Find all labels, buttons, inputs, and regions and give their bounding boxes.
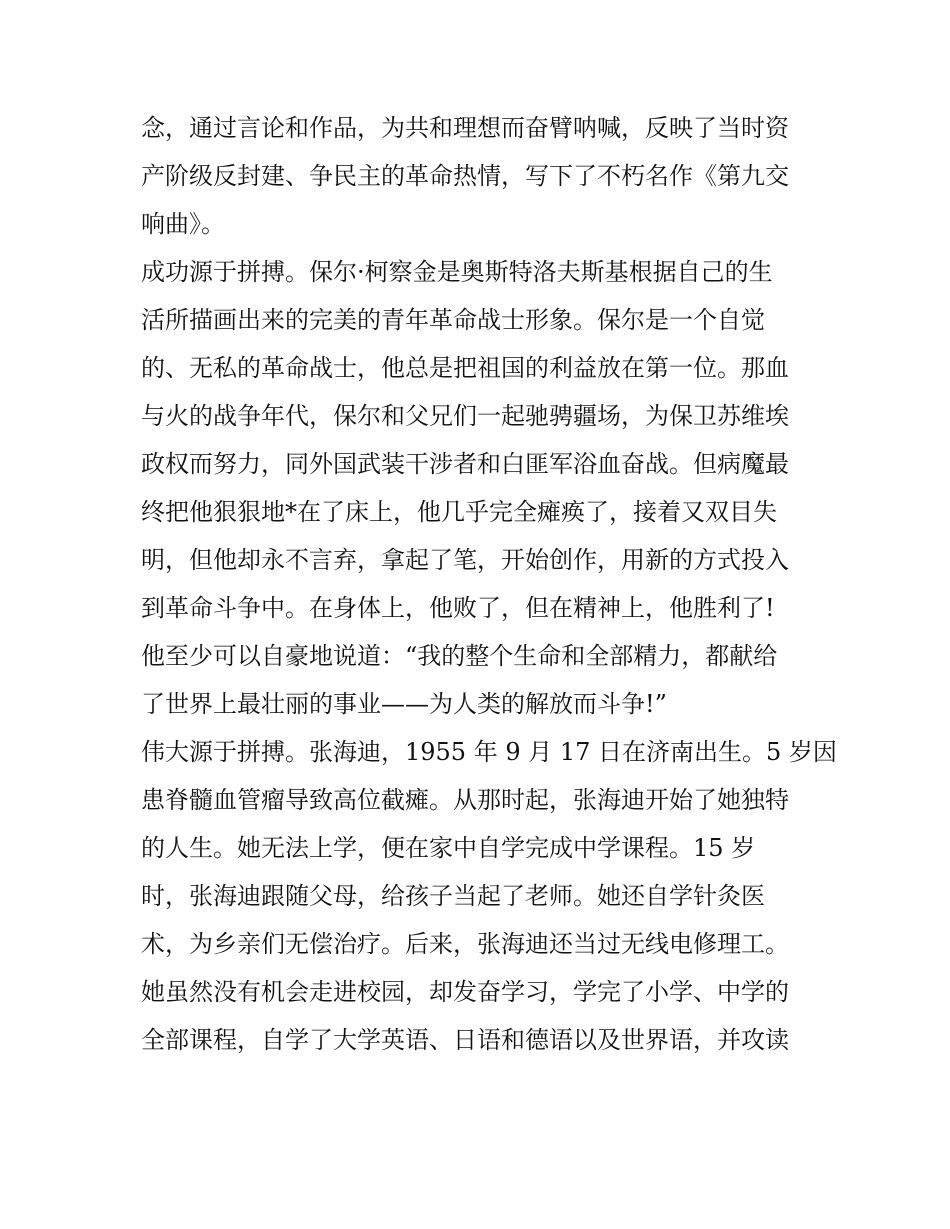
text-line: 明，但他却永不言弃，拿起了笔，开始创作，用新的方式投入	[141, 546, 789, 574]
text-line: 到革命斗争中。在身体上，他败了，但在精神上，他胜利了!	[141, 594, 775, 622]
text-line: 伟大源于拼搏。张海迪，1955 年 9 月 17 日在济南出生。5 岁因	[141, 738, 837, 766]
text-line: 的、无私的革命战士，他总是把祖国的利益放在第一位。那血	[141, 354, 789, 382]
text-line: 成功源于拼搏。保尔·柯察金是奥斯特洛夫斯基根据自己的生	[141, 258, 773, 286]
text-line: 活所描画出来的完美的青年革命战士形象。保尔是一个自觉	[141, 306, 765, 334]
text-line: 终把他狠狠地*在了床上，他几乎完全瘫痪了，接着又双目失	[141, 498, 777, 526]
text-line: 她虽然没有机会走进校园，却发奋学习，学完了小学、中学的	[141, 978, 789, 1006]
text-line: 时，张海迪跟随父母，给孩子当起了老师。她还自学针灸医	[141, 882, 765, 910]
text-line: 他至少可以自豪地说道：“我的整个生命和全部精力，都献给	[141, 642, 778, 670]
text-line: 的人生。她无法上学，便在家中自学完成中学课程。15 岁	[141, 834, 756, 862]
text-line: 与火的战争年代，保尔和父兄们一起驰骋疆场，为保卫苏维埃	[141, 402, 789, 430]
text-line: 术，为乡亲们无偿治疗。后来，张海迪还当过无线电修理工。	[141, 930, 789, 958]
text-line: 产阶级反封建、争民主的革命热情，写下了不朽名作《第九交	[141, 162, 789, 190]
document-body	[141, 104, 837, 1064]
text-line: 念，通过言论和作品，为共和理想而奋臂呐喊，反映了当时资	[141, 114, 789, 142]
text-line: 政权而努力，同外国武装干涉者和白匪军浴血奋战。但病魔最	[141, 450, 789, 478]
text-line: 响曲》。	[141, 210, 225, 238]
text-line: 了世界上最壮丽的事业——为人类的解放而斗争!”	[141, 690, 667, 718]
text-line: 患脊髓血管瘤导致高位截瘫。从那时起，张海迪开始了她独特	[141, 786, 789, 814]
text-line: 全部课程，自学了大学英语、日语和德语以及世界语，并攻读	[141, 1026, 789, 1054]
